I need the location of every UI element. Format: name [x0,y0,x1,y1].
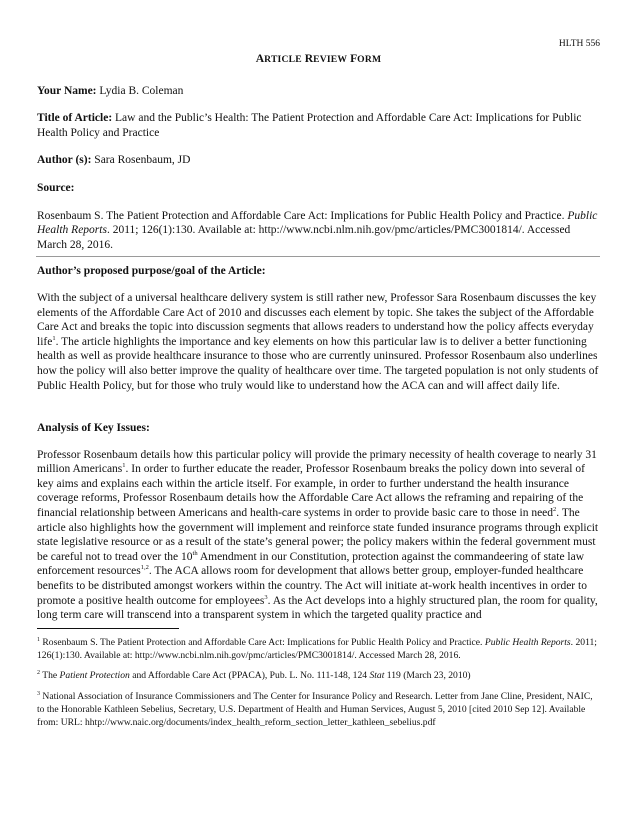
footnote-1 [37,637,600,663]
analysis-text-a: Professor Rosenbaum details how this particular policy will provide the primary necessity of health coverage to nearly 31 million Americans [37,448,597,476]
footnote-1-prefix: Rosenbaum S. The Patient Protection and Affordable Care Act: Implications for Public Health Policy and Practice. [40,636,483,648]
analysis-text-c: . The article also highlights how the government will implement and reinforce state funded insurance programs through explicit state legislative resource or as a result of the state’s general power; the policy makers within the federal government must be careful not to tread over the 10 [37,507,599,563]
source-label: Source: [37,181,75,194]
title-initial-a: A [255,52,265,65]
footnote-ref: 1 [52,334,56,342]
purpose-text-a: With the subject of a universal healthcare delivery system is still rather new, Professor Sara Rosenbaum discusses the key elements of the Affordable Care Act of 2010 and discusses each element by topic. She takes the subject of the Affordable Care Act and breaks the topic into discussion segments that allows readers to understand how the policy affects everyday life [37,291,597,348]
title-initial-r: R [304,52,314,65]
form-title [37,52,600,68]
footnote-number: 2 [37,670,40,677]
footnote-2-stat: Stat [369,670,385,682]
footnote-2-mid: and Affordable Care Act (PPACA), Pub. L. No. 111-148, 124 [129,670,370,682]
footnote-number: 3 [37,691,40,698]
analysis-text-d: Amendment in our Constitution, protection against the commandeering of state law enforcement resources [37,550,585,578]
purpose-paragraph [37,291,600,393]
name-value: Lydia B. Coleman [99,84,184,97]
footnote-ref: 1,2 [140,564,149,572]
title-rest-f: ORM [357,54,382,65]
article-title-field [37,111,600,140]
footnote-2-prefix: The [40,670,60,682]
footnote-2-italic: Patient Protection [59,670,130,682]
footnote-2-suffix: 119 (March 23, 2010) [384,670,471,682]
title-rest-a: RTICLE [264,54,302,65]
name-field [37,84,600,99]
analysis-heading: Analysis of Key Issues: [37,422,150,435]
reference-suffix: . 2011; 126(1):130. Available at: http://www.ncbi.nlm.nih.gov/pmc/articles/PMC3001814/. Accessed March 28, 2016. [37,224,571,251]
footnote-2 [37,670,600,683]
footnote-3-text: National Association of Insurance Commissioners and The Center for Insurance Policy and Research. Letter from Jane Cline, President, NAIC, to the Honorable Kathleen Sebelius, Secretary, U.S. Department of Health and Human Services, August 5, 2010 [cited 2010 Sep 12]. Available from: URL: hhtp://www.naic.org/documents/index_health_reform_section_letter_kathleen_sebelius.pdf [37,691,593,728]
footnote-ref: 1 [122,462,126,470]
reference-journal: Public Health Reports [37,209,598,237]
analysis-text-e: . The ACA allows room for development that allows better group, employer-funded healthcare benefits to be distributed amongst workers within the country. The Act will initiate at-work health incentives in order to promote a positive health outcome for employees [37,565,587,607]
footnote-3 [37,691,600,729]
title-rest-r: EVIEW [313,54,348,65]
author-value: Sara Rosenbaum, JD [94,154,191,167]
footnote-separator [37,628,179,629]
reference-prefix: Rosenbaum S. The Patient Protection and Affordable Care Act: Implications for Public Health Policy and Practice. [37,209,565,222]
analysis-text-f: . As the Act develops into a highly structured plan, the room for quality, long term care will transcend into a transparent system in which the targeted quality practice and [37,594,598,622]
footnote-1-suffix: . 2011; 126(1):130. Available at: http://www.ncbi.nlm.nih.gov/pmc/articles/PMC3001814/. Accessed March 28, 2016. [37,636,597,661]
section-divider [36,256,600,257]
article-title-label: Title of Article: [37,112,113,125]
purpose-text-b: . The article highlights the importance and key elements on how this particular law is to deliver a better functioning health as well as provide healthcare insurance to those who are currently uninsured. Professor Rosenbaum also underlines how the policy will also better improve the quality of healthcare over time. The targeted population is not only students of Public Health Policy, but for those who truly would like to understand how the ACA can and will affect daily life. [37,335,599,392]
purpose-heading: Author’s proposed purpose/goal of the Article: [37,265,266,278]
course-code: HLTH 556 [558,39,600,49]
name-label: Your Name: [37,84,97,97]
ordinal-suffix: th [192,550,198,558]
analysis-paragraph [37,448,600,623]
article-title-value: Law and the Public’s Health: The Patient Protection and Affordable Care Act: Implications for Public Health Policy and Practice [37,112,582,139]
footnote-ref: 2 [553,506,557,514]
author-field [37,153,600,168]
footnote-ref: 3 [264,593,268,601]
footnote-1-journal: Public Health Reports [484,636,571,648]
analysis-text-b: . In order to further educate the reader, Professor Rosenbaum breaks the policy down into several of key aims and explains each within the article itself. For example, in order to further understand the health insurance coverage reforms, Professor Rosenbaum details how the Affordable Care Act allows the reframing and repairing of the financial relationship between Americans and health-care systems in order to provide basic care to those in need [37,463,585,520]
source-reference [37,209,600,253]
footnote-number: 1 [37,636,40,643]
author-label: Author (s): [37,154,92,167]
title-initial-f: F [350,52,358,65]
